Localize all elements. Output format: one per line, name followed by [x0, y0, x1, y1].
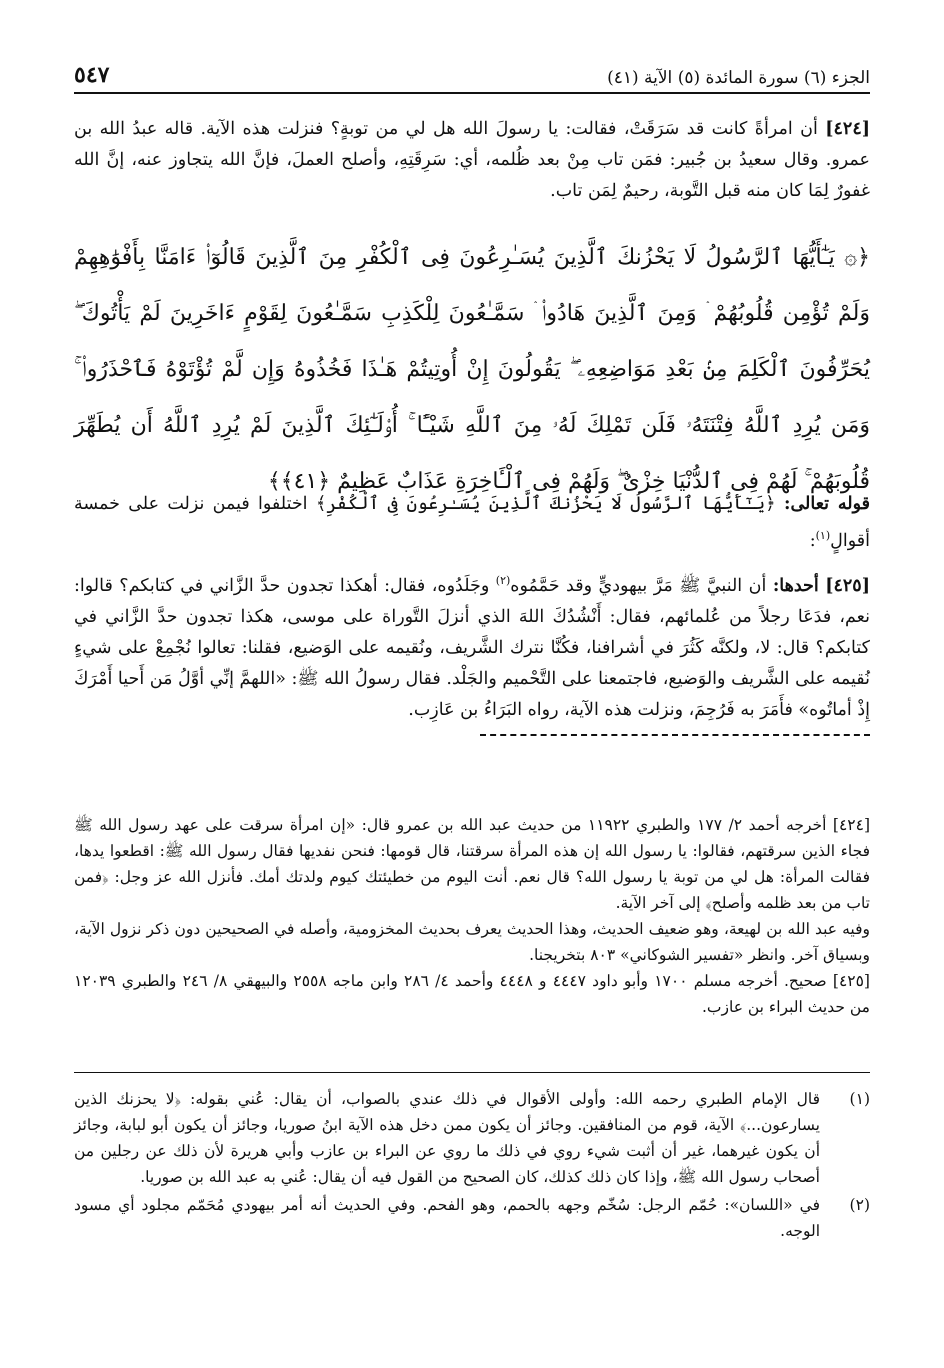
footnote-1 — [74, 1086, 870, 1190]
hadith-425-footnote-mark: (٢) — [495, 573, 511, 587]
footnote-2-text: في «اللسان»: حُمّم الرجل: سُخّم وجهه بالحمم، وهو الفحم. وفي الحديث أنه أمر بيهودي مُحَمّم مجلود أي مسود الوجه. — [74, 1196, 820, 1240]
footnote-1-text: قال الإمام الطبري رحمه الله: وأولى الأقوال في ذلك عندي بالصواب، أن يقال: عُني بقوله: ﴿لا يحزنك الذين يسارعون...﴾ الآية، قوم من المنافقين. وجائز أن يكون ممن دخل هذه الآية ابنُ صوريا، وجائز أن يكون أبو لبابة، وجائز أن يكون غيرهما، غير أن أثبت شيء روي في ذلك ما روي عن البراء بن عازب وأبي هريرة لأن ذلك عن رجلين من أصحاب رسول الله ﷺ، وإذا كان ذلك كذلك، كان الصحيح من القول فيه أن يقال: عُني به عبد الله بن صوريا. — [74, 1090, 820, 1186]
hadith-424 — [74, 114, 870, 207]
hadith-425-label: أحدها: — [772, 575, 819, 596]
hadith-425-number: [٤٢٥] — [825, 575, 870, 596]
hadith-425-text-b: وجَلَدُوه، فقال: أهكذا تجدون حدَّ الزَّاني في كتابكم؟ قالوا: نعم، فدَعَا رجلاً من عُلمائهم، فقال: أَنْشُدُكَ اللهَ الذي أنزلَ التَّوراة على موسى، هكذا تجدون حدَّ الزَّاني في كتابكم؟ قال: لا، ولكنَّه كَثُرَ في أشرافنا، فكُنَّا نترك الشَّريف، ونُقيمه على الوَضيع، فقلنا: تعالوا نُجْمِعْ على شيءٍ نُقيمه على الشَّريف والوَضيع، فاجتمعنا على التَّحْميم والجَلْد. فقال رسولُ الله ﷺ: «اللهمَّ إنِّي أوَّلُ مَن أَحيا أَمْرَكَ إِذْ أماتُوه» فأَمَرَ به فَرُجِمَ، ونزلت هذه الآية، رواه البَرَاءُ بن عَازِب. — [74, 575, 870, 720]
hadith-425-text-a: أن النبيَّ ﷺ مَرَّ بيهوديٍّ وقد حَمَّمُوه — [510, 575, 767, 596]
intro-footnote-mark: (١) — [815, 529, 831, 542]
intro-quote: ﴿يَـٰٓأَيُّهَا ٱلرَّسُولُ لَا يَحْزُنكَ ٱلَّذِينَ يُسَـٰرِعُونَ فِى ٱلْكُفْرِ﴾ — [315, 493, 776, 514]
intro-rest: اختلفوا فيمن نزلت على خمسة أقوالٍ — [74, 494, 870, 551]
takhrij-424: [٤٢٤] أخرجه أحمد ٢/ ١٧٧ والطبري ١١٩٢٢ من حديث عبد الله بن عمرو قال: «إن امرأة سرقت على عهد رسول الله ﷺ فجاء الذين سرقتهم، فقالوا: يا رسول الله إن هذه المرأة سرقتنا، قال قومها: فنحن نفديها فقال رسول الله ﷺ: اقطعوا يدها، فقالت المرأة: هل لي من توبة يا رسول الله؟ قال نعم. أنت اليوم من خطيئتك كيوم ولدتك أمك. فأنزل الله عز وجل: ﴿فمن تاب من بعد ظلمه وأصلح﴾ إلى آخر الآية. — [74, 816, 870, 912]
hadith-425 — [74, 565, 870, 726]
page-number: ٥٤٧ — [74, 62, 110, 88]
footnote-1-mark: (١) — [849, 1090, 870, 1108]
takhrij-425: [٤٢٥] صحيح. أخرجه مسلم ١٧٠٠ وأبو داود ٤٤٤٧ و ٤٤٤٨ وأحمد ٤/ ٢٨٦ وابن ماجه ٢٥٥٨ والبيهقي ٨/ ٢٤٦ والطبري ١٢٠٣٩ من حديث البراء بن عازب. — [74, 972, 870, 1016]
running-header — [74, 60, 870, 94]
footnote-rule — [74, 1072, 870, 1073]
commentary — [74, 488, 870, 736]
quran-verse: ﴿۞ يَـٰٓأَيُّهَا ٱلرَّسُولُ لَا يَحْزُنكَ ٱلَّذِينَ يُسَـٰرِعُونَ فِى ٱلْكُفْرِ مِنَ ٱلَّذِينَ قَالُوٓا۟ ءَامَنَّا بِأَفْوَٰهِهِمْ وَلَمْ تُؤْمِن قُلُوبُهُمْ ۛ وَمِنَ ٱلَّذِينَ هَادُوا۟ ۛ سَمَّـٰعُونَ لِلْكَذِبِ سَمَّـٰعُونَ لِقَوْمٍ ءَاخَرِينَ لَمْ يَأْتُوكَ ۖ يُحَرِّفُونَ ٱلْكَلِمَ مِنۢ بَعْدِ مَوَاضِعِهِۦ ۖ يَقُولُونَ إِنْ أُوتِيتُمْ هَـٰذَا فَخُذُوهُ وَإِن لَّمْ تُؤْتَوْهُ فَٱحْذَرُوا۟ ۚ وَمَن يُرِدِ ٱللَّهُ فِتْنَتَهُۥ فَلَن تَمْلِكَ لَهُۥ مِنَ ٱللَّهِ شَيْـًٔا ۚ أُو۟لَـٰٓئِكَ ٱلَّذِينَ لَمْ يُرِدِ ٱللَّهُ أَن يُطَهِّرَ قُلُوبَهُمْ ۚ لَهُمْ فِى ٱلدُّنْيَا خِزْىٌ ۖ وَلَهُمْ فِى ٱلْـَٔاخِرَةِ عَذَابٌ عَظِيمٌ ﴿٤١﴾﴾ — [74, 245, 870, 494]
footnote-2 — [74, 1192, 870, 1244]
footnote-2-mark: (٢) — [849, 1196, 870, 1214]
takhrij-section — [74, 812, 870, 1020]
running-title: الجزء (٦) سورة المائدة (٥) الآية (٤١) — [607, 68, 870, 88]
intro-lead: قوله تعالى: — [784, 494, 870, 514]
hadith-424-text: أن امرأةً كانت قد سَرَقَتْ، فقالت: يا رسولَ الله هل لي من توبةٍ؟ فنزلت هذه الآية. قاله عبدُ الله بن عمرو. وقال سعيدُ بن جُبير: فمَن تاب مِنْ بعد ظُلمه، أي: سَرِقَتِهِ، وأصلح العملَ، فإنَّ الله يتجاوز عنه، إنَّ الله غفورٌ لِمَا كان منه قبل التَّوبة، رحيمٌ لِمَن تاب. — [74, 119, 870, 201]
takhrij-separator — [480, 734, 870, 736]
takhrij-424-note: وفيه عبد الله بن لهيعة، وهو ضعيف الحديث، وهذا الحديث يعرف بحديث المخزومية، وأصله في الصحيحين دون ذكر نزول الآية، وبسياق آخر. وانظر «تفسير الشوكاني» ٨٠٣ بتخريجنا. — [74, 920, 870, 964]
verse-intro — [74, 488, 870, 557]
main-text — [74, 114, 870, 209]
hadith-424-number: [٤٢٤] — [825, 119, 870, 139]
intro-end: : — [809, 530, 816, 551]
footnotes — [74, 1086, 870, 1244]
